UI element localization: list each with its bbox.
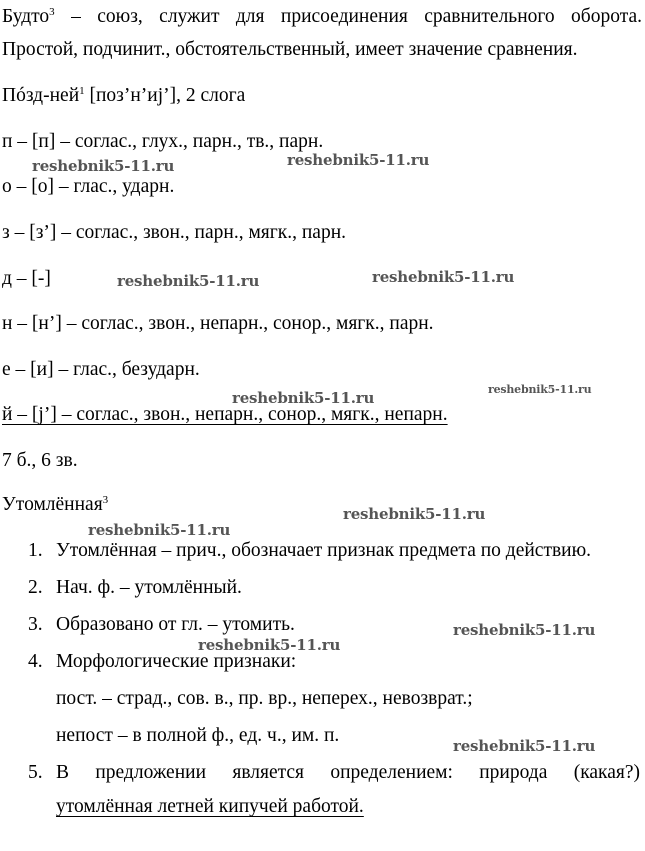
phonetic-row: о – [о] – глас., ударн. xyxy=(2,176,175,197)
watermark: reshebnik5-11.ru xyxy=(488,383,592,396)
list-item-continuation: утомлённая летней кипучей работой. xyxy=(56,796,364,817)
list-number: 5. xyxy=(28,762,43,783)
phonetic-row: з – [з’] – соглас., звон., парн., мягк., парн. xyxy=(2,222,347,243)
sentence-line-1: Будто$^3$ – союз, служит для присоединения сравнительного оборота. xyxy=(2,6,642,27)
watermark: reshebnik5-11.ru xyxy=(287,151,430,169)
watermark: reshebnik5-11.ru xyxy=(117,272,260,290)
list-item: Утомлённая – прич., обозначает признак предмета по действию. xyxy=(56,540,592,561)
phonetic-row: й – [j’] – соглас., звон., непарн., сонор., мягк., непарн. xyxy=(2,404,448,425)
phonetic-row: е – [и] – глас., безударн. xyxy=(2,359,200,380)
watermark: reshebnik5-11.ru xyxy=(453,621,596,639)
watermark: reshebnik5-11.ru xyxy=(453,737,596,755)
sentence-line-2: Простой, подчинит., обстоятельственный, имеет значение сравнения. xyxy=(2,39,578,60)
phonetic-heading: Пóзд-ней$^1$ [поз’н’иj’], 2 слога xyxy=(2,85,246,106)
phonetic-row: н – [н’] – соглас., звон., непарн., сонор., мягк., парн. xyxy=(2,313,434,334)
watermark: reshebnik5-11.ru xyxy=(343,505,486,523)
list-item: Нач. ф. – утомлённый. xyxy=(56,577,242,598)
watermark: reshebnik5-11.ru xyxy=(372,268,515,286)
list-item: Образовано от гл. – утомить. xyxy=(56,614,295,635)
morph-heading: Утомлённая$^3$ xyxy=(2,494,109,515)
watermark: reshebnik5-11.ru xyxy=(88,521,231,539)
phonetic-total: 7 б., 6 зв. xyxy=(2,450,78,471)
list-number: 2. xyxy=(28,577,43,598)
list-item-continuation: непост – в полной ф., ед. ч., им. п. xyxy=(56,725,340,746)
list-number: 1. xyxy=(28,540,43,561)
watermark: reshebnik5-11.ru xyxy=(32,157,175,175)
watermark: reshebnik5-11.ru xyxy=(232,389,375,407)
phonetic-row: д – [-] xyxy=(2,268,51,289)
list-item: В предложении является определением: природа (какая?) xyxy=(56,762,640,783)
phonetic-row: п – [п] – соглас., глух., парн., тв., парн. xyxy=(2,131,324,152)
list-item-continuation: пост. – страд., сов. в., пр. вр., неперех., невозврат.; xyxy=(56,688,473,709)
list-number: 3. xyxy=(28,614,43,635)
list-number: 4. xyxy=(28,651,43,672)
list-item: Морфологические признаки: xyxy=(56,651,297,672)
watermark: reshebnik5-11.ru xyxy=(198,636,341,654)
